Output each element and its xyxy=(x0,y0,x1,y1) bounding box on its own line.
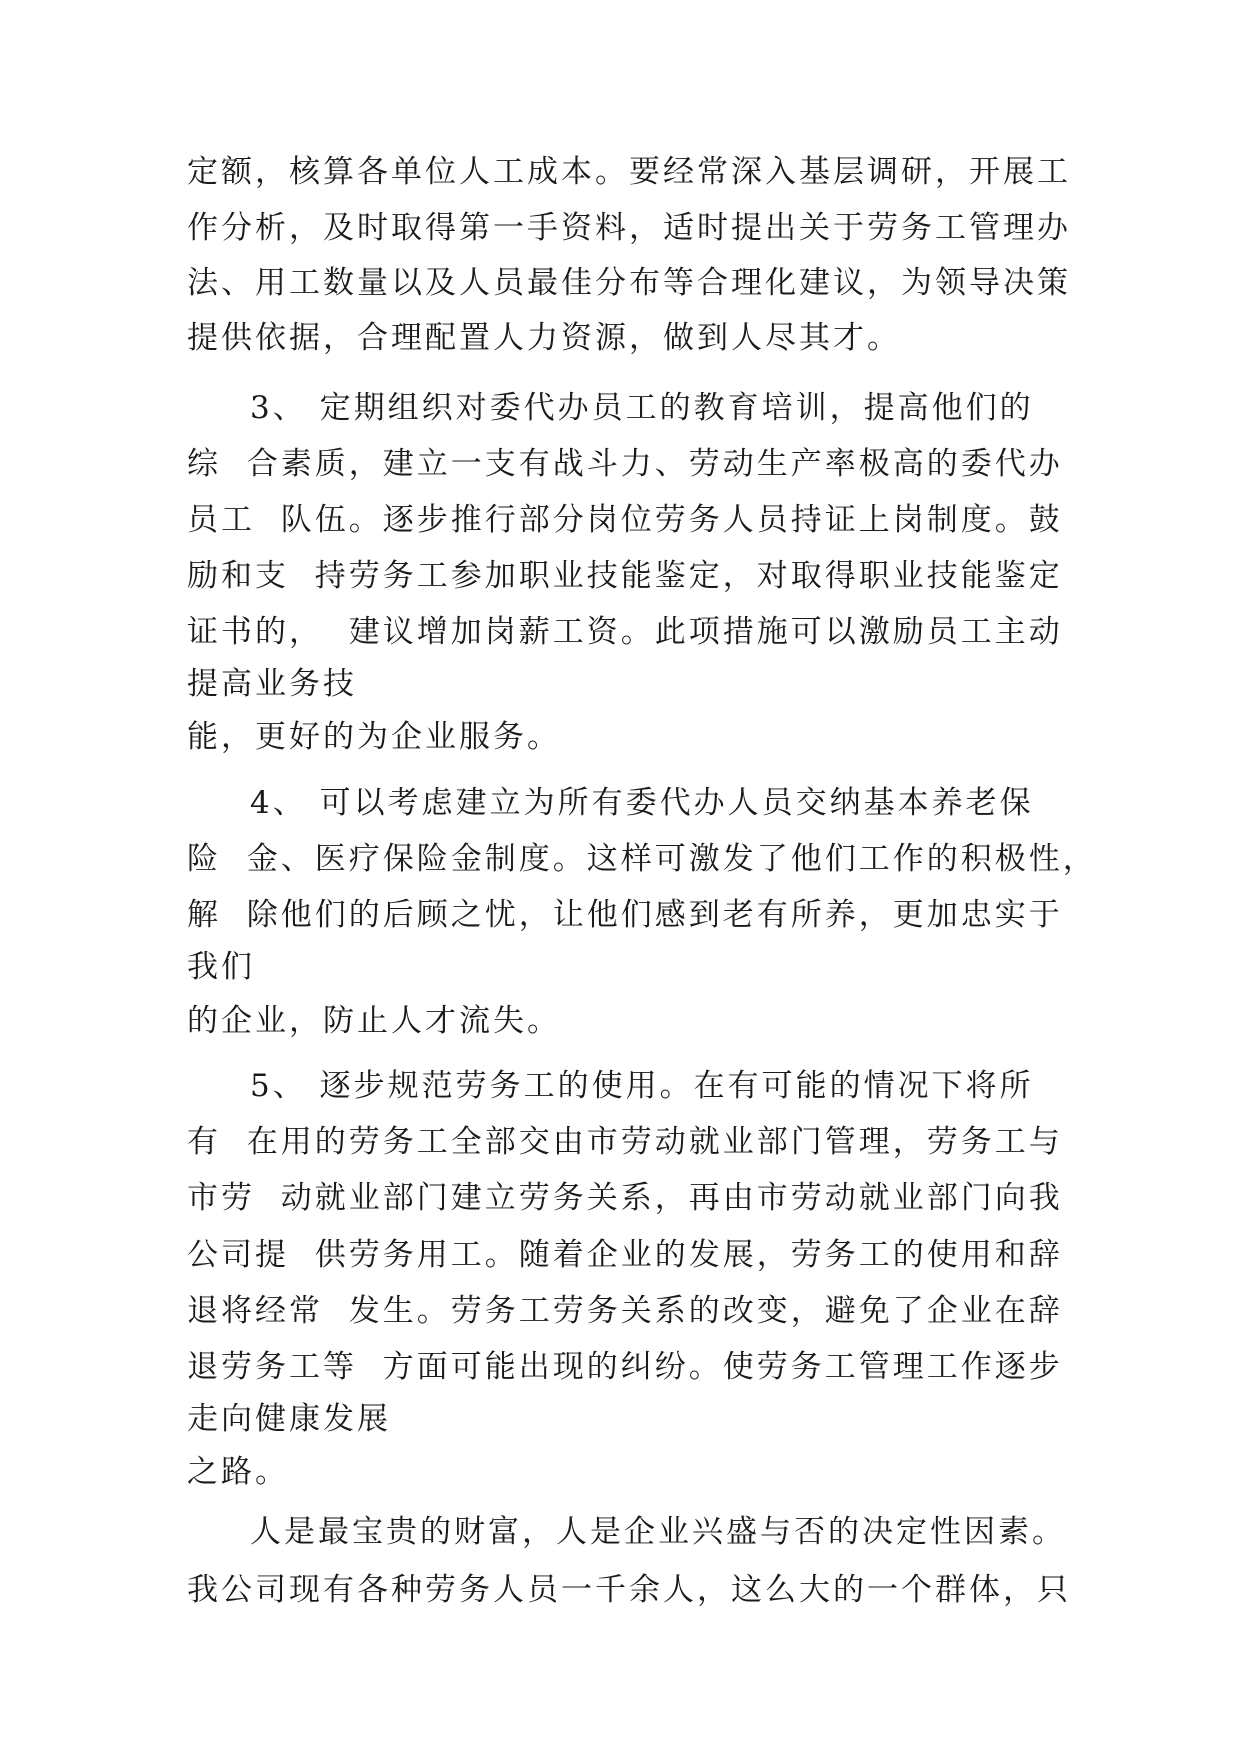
text-line: 的企业，防止人才流失。 xyxy=(187,1003,561,1039)
text-line: 5、 逐步规范劳务工的使用。在有可能的情况下将所 xyxy=(250,1068,1034,1104)
text-line: 提高业务技 xyxy=(187,666,357,702)
text-line: 退将经常 发生。劳务工劳务关系的改变，避免了企业在辞 xyxy=(187,1293,1063,1329)
text-line: 定额，核算各单位人工成本。要经常深入基层调研，开展工 xyxy=(187,154,1071,190)
text-line: 综 合素质，建立一支有战斗力、劳动生产率极高的委代办 xyxy=(187,446,1063,482)
text-line: 人是最宝贵的财富，人是企业兴盛与否的决定性因素。 xyxy=(250,1514,1066,1550)
text-line: 提供依据，合理配置人力资源，做到人尽其才。 xyxy=(187,320,901,356)
text-line: 解 除他们的后顾之忧，让他们感到老有所养，更加忠实于 xyxy=(187,897,1063,933)
text-line: 之路。 xyxy=(187,1454,289,1490)
text-line: 证书的， 建议增加岗薪工资。此项措施可以激励员工主动 xyxy=(187,614,1063,650)
text-line: 作分析，及时取得第一手资料，适时提出关于劳务工管理办 xyxy=(187,210,1071,246)
text-line: 3、 定期组织对委代办员工的教育培训，提高他们的 xyxy=(250,390,1034,426)
text-line: 4、 可以考虑建立为所有委代办人员交纳基本养老保 xyxy=(250,785,1034,821)
text-line: 能，更好的为企业服务。 xyxy=(187,719,561,755)
text-line: 我公司现有各种劳务人员一千余人，这么大的一个群体，只 xyxy=(187,1572,1071,1608)
text-line: 市劳 动就业部门建立劳务关系，再由市劳动就业部门向我 xyxy=(187,1180,1063,1216)
text-line: 公司提 供劳务用工。随着企业的发展，劳务工的使用和辞 xyxy=(187,1237,1063,1273)
text-line: 退劳务工等 方面可能出现的纠纷。使劳务工管理工作逐步 xyxy=(187,1349,1063,1385)
text-line: 法、用工数量以及人员最佳分布等合理化建议，为领导决策 xyxy=(187,265,1071,301)
text-line: 员工 队伍。逐步推行部分岗位劳务人员持证上岗制度。鼓 xyxy=(187,502,1063,538)
text-line: 有 在用的劳务工全部交由市劳动就业部门管理，劳务工与 xyxy=(187,1124,1063,1160)
text-line: 走向健康发展 xyxy=(187,1401,391,1437)
text-line: 险 金、医疗保险金制度。这样可激发了他们工作的积极性， xyxy=(187,841,1097,877)
text-line: 我们 xyxy=(187,949,255,985)
text-line: 励和支 持劳务工参加职业技能鉴定，对取得职业技能鉴定 xyxy=(187,558,1063,594)
